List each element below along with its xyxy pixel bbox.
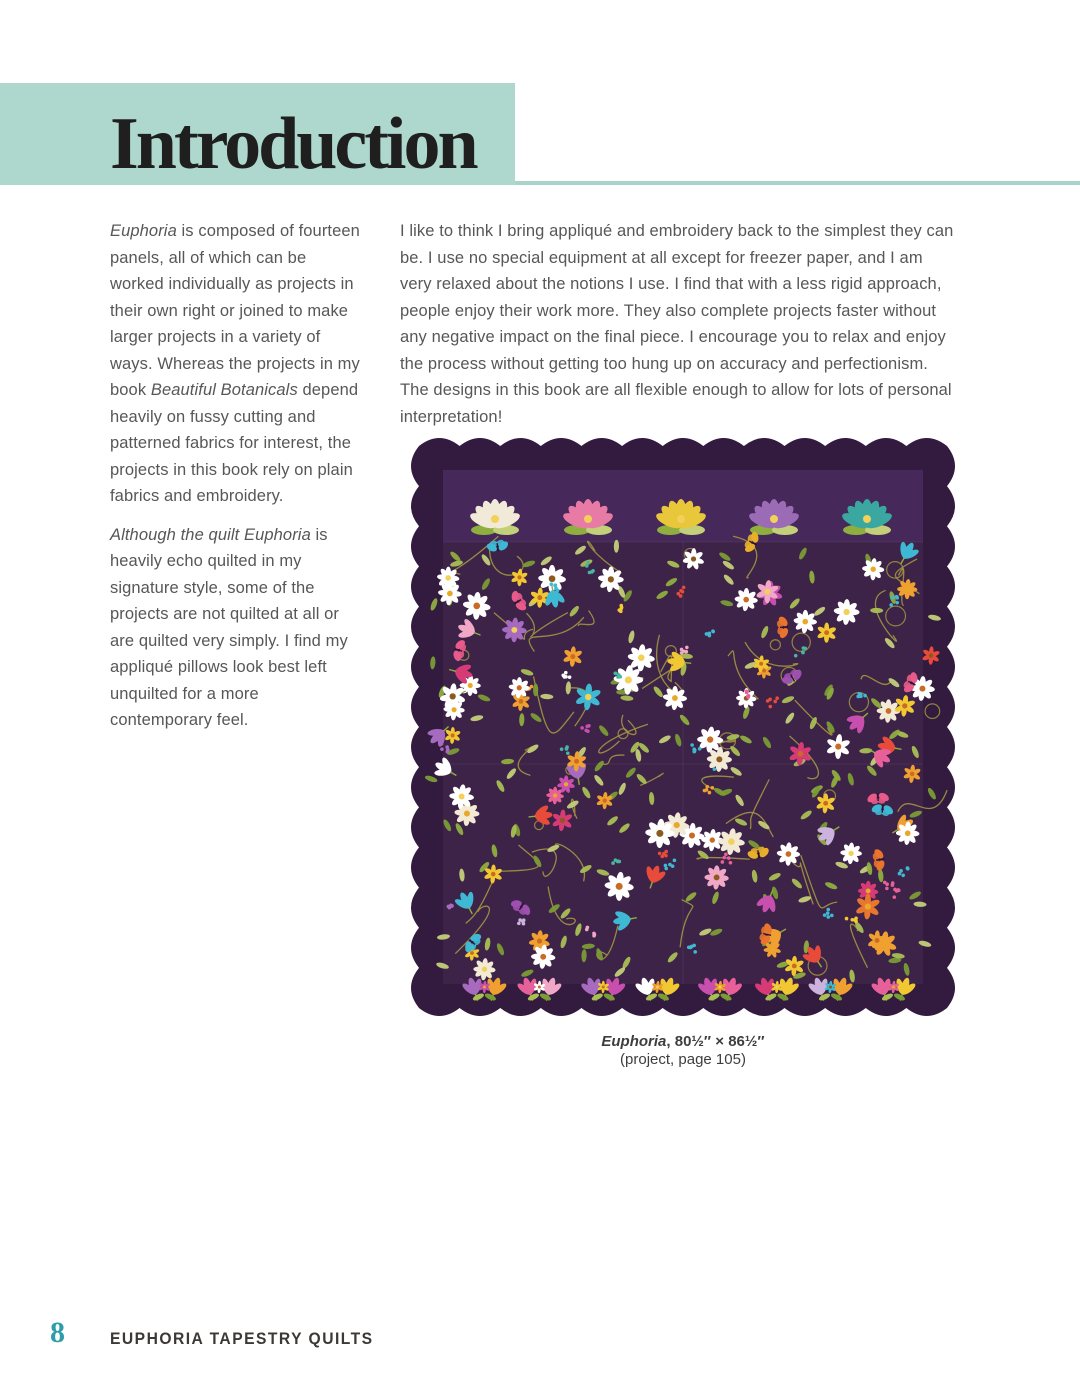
chapter-banner — [0, 83, 515, 185]
caption-line-1 — [403, 1033, 963, 1051]
quilt-photo — [403, 430, 963, 1024]
text-run: is composed of fourteen panels, all of which can be worked individually as projects in their own right or joined to make larger projects in a variety of ways. Whereas the projects in my book — [110, 222, 360, 399]
book-title: EUPHORIA TAPESTRY QUILTS — [110, 1329, 374, 1348]
quilt-caption — [403, 1033, 963, 1069]
caption-title: Euphoria — [601, 1033, 667, 1050]
text-run: is heavily echo quilted in my signature style, some of the projects are not quilted at all or are quilted very simply. I find my appliqué pillows look best left unquilted for a more contemporary feel. — [110, 525, 348, 729]
banner-rule — [515, 181, 1080, 185]
italic-run: Although the quilt Euphoria — [110, 525, 311, 544]
text-run: depend heavily on fussy cutting and patterned fabrics for interest, the projects in this book rely on plain fabrics and embroidery. — [110, 381, 359, 505]
paragraph — [110, 522, 364, 734]
paragraph — [110, 218, 364, 510]
intro-right-column — [400, 218, 956, 442]
page-number: 8 — [50, 1316, 65, 1349]
caption-size: , 80½″ × 86½″ — [666, 1033, 765, 1050]
quilt-figure — [403, 430, 963, 1069]
italic-run: Beautiful Botanicals — [150, 381, 298, 399]
intro-left-column — [110, 218, 364, 746]
caption-line-2: (project, page 105) — [620, 1051, 746, 1068]
page-title: Introduction — [110, 103, 476, 185]
italic-run: Euphoria — [110, 222, 177, 240]
paragraph: I like to think I bring appliqué and embroidery back to the simplest they can be. I use no special equipment at all except for freezer paper, and I am very relaxed about the notions I use. I find that with a less rigid approach, people enjoy their work more. They also complete projects faster without any negative impact on the final piece. I encourage you to relax and enjoy the process without getting too hung up on accuracy and perfectionism. The designs in this book are all flexible enough to allow for lots of personal interpretation! — [400, 222, 954, 426]
